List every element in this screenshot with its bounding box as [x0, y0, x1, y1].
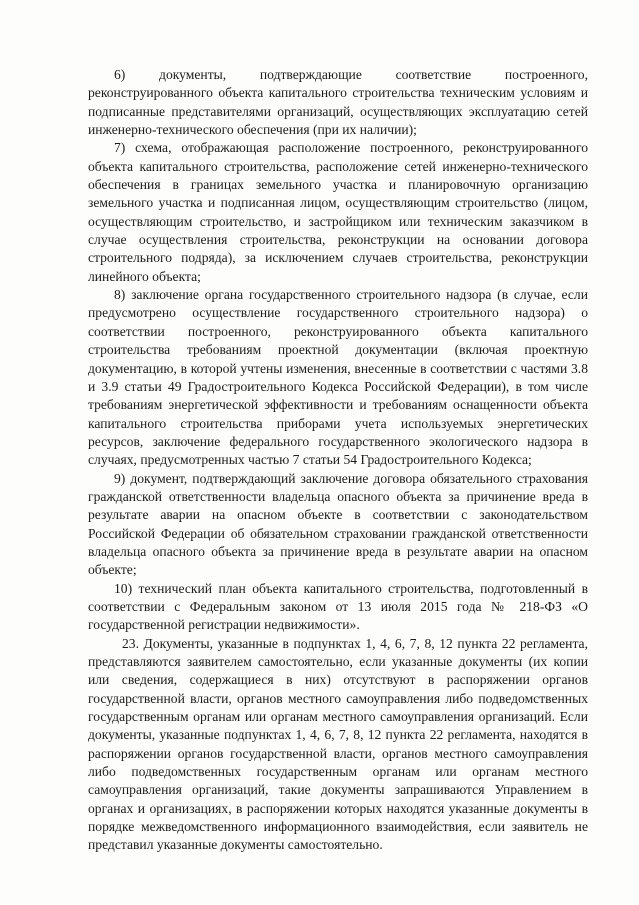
paragraph-item-6: 6) документы, подтверждающие соответствие построенного, реконструированного объекта капитального строительства техническим условиям и подписанные представителями организаций, осуществляющих эксплуатацию сетей инженерно-технического обеспечения (при их наличии); [88, 67, 588, 138]
document-body [88, 66, 588, 855]
paragraph-item-7: 7) схема, отображающая расположение построенного, реконструированного объекта капитального строительства, расположение сетей инженерно-технического обеспечения в границах земельного участка и планировочную организацию земельного участка и подписанная лицом, осуществляющим строительство (лицом, осуществляющим строительство, и застройщиком или техническим заказчиком в случае осуществления строительства, реконструкции на основании договора строительного подряда), за исключением случаев строительства, реконструкции линейного объекта; [88, 140, 588, 284]
paragraph-item-10: 10) технический план объекта капитального строительства, подготовленный в соответствии с Федеральным законом от 13 июля 2015 года № 218-ФЗ «О государственной регистрации недвижимости». [88, 580, 588, 633]
paragraph-item-9: 9) документ, подтверждающий заключение договора обязательного страхования гражданской ответственности владельца опасного объекта за причинение вреда в результате аварии на опасном объекте в соответствии с законодательством Российской Федерации об обязательном страховании гражданской ответственности владельца опасного объекта за причинение вреда в результате аварии на опасном объекте; [88, 470, 588, 578]
paragraph-item-8: 8) заключение органа государственного строительного надзора (в случае, если предусмотрено осуществление государственного строительного надзора) о соответствии построенного, реконструированного объекта капитального строительства требованиям проектной документации (включая проектную документацию, в которой учтены изменения, внесенные в соответствии с частями 3.8 и 3.9 статьи 49 Градостроительного Кодекса Российской Федерации), в том числе требованиям энергетической эффективности и требованиям оснащенности объекта капитального строительства приборами учета используемых энергетических ресурсов, заключение федерального государственного экологического надзора в случаях, предусмотренных частью 7 статьи 54 Градостроительного Кодекса; [88, 287, 588, 468]
paragraph-clause-23: 23. Документы, указанные в подпунктах 1, 4, 6, 7, 8, 12 пункта 22 регламента, представляются заявителем самостоятельно, если указанные документы (их копии или сведения, содержащиеся в них) отсутствуют в распоряжении органов государственной власти, органов местного самоуправления либо подведомственных государственным органам или органам местного самоуправления организаций. Если документы, указанные подпунктах 1, 4, 6, 7, 8, 12 пункта 22 регламента, находятся в распоряжении органов государственной власти, органов местного самоуправления либо подведомственных государственным органам или органам местного самоуправления организаций, такие документы запрашиваются Управлением в органах и организациях, в распоряжении которых находятся указанные документы в порядке межведомственного информационного взаимодействия, если заявитель не представил указанные документы самостоятельно. [88, 635, 588, 853]
